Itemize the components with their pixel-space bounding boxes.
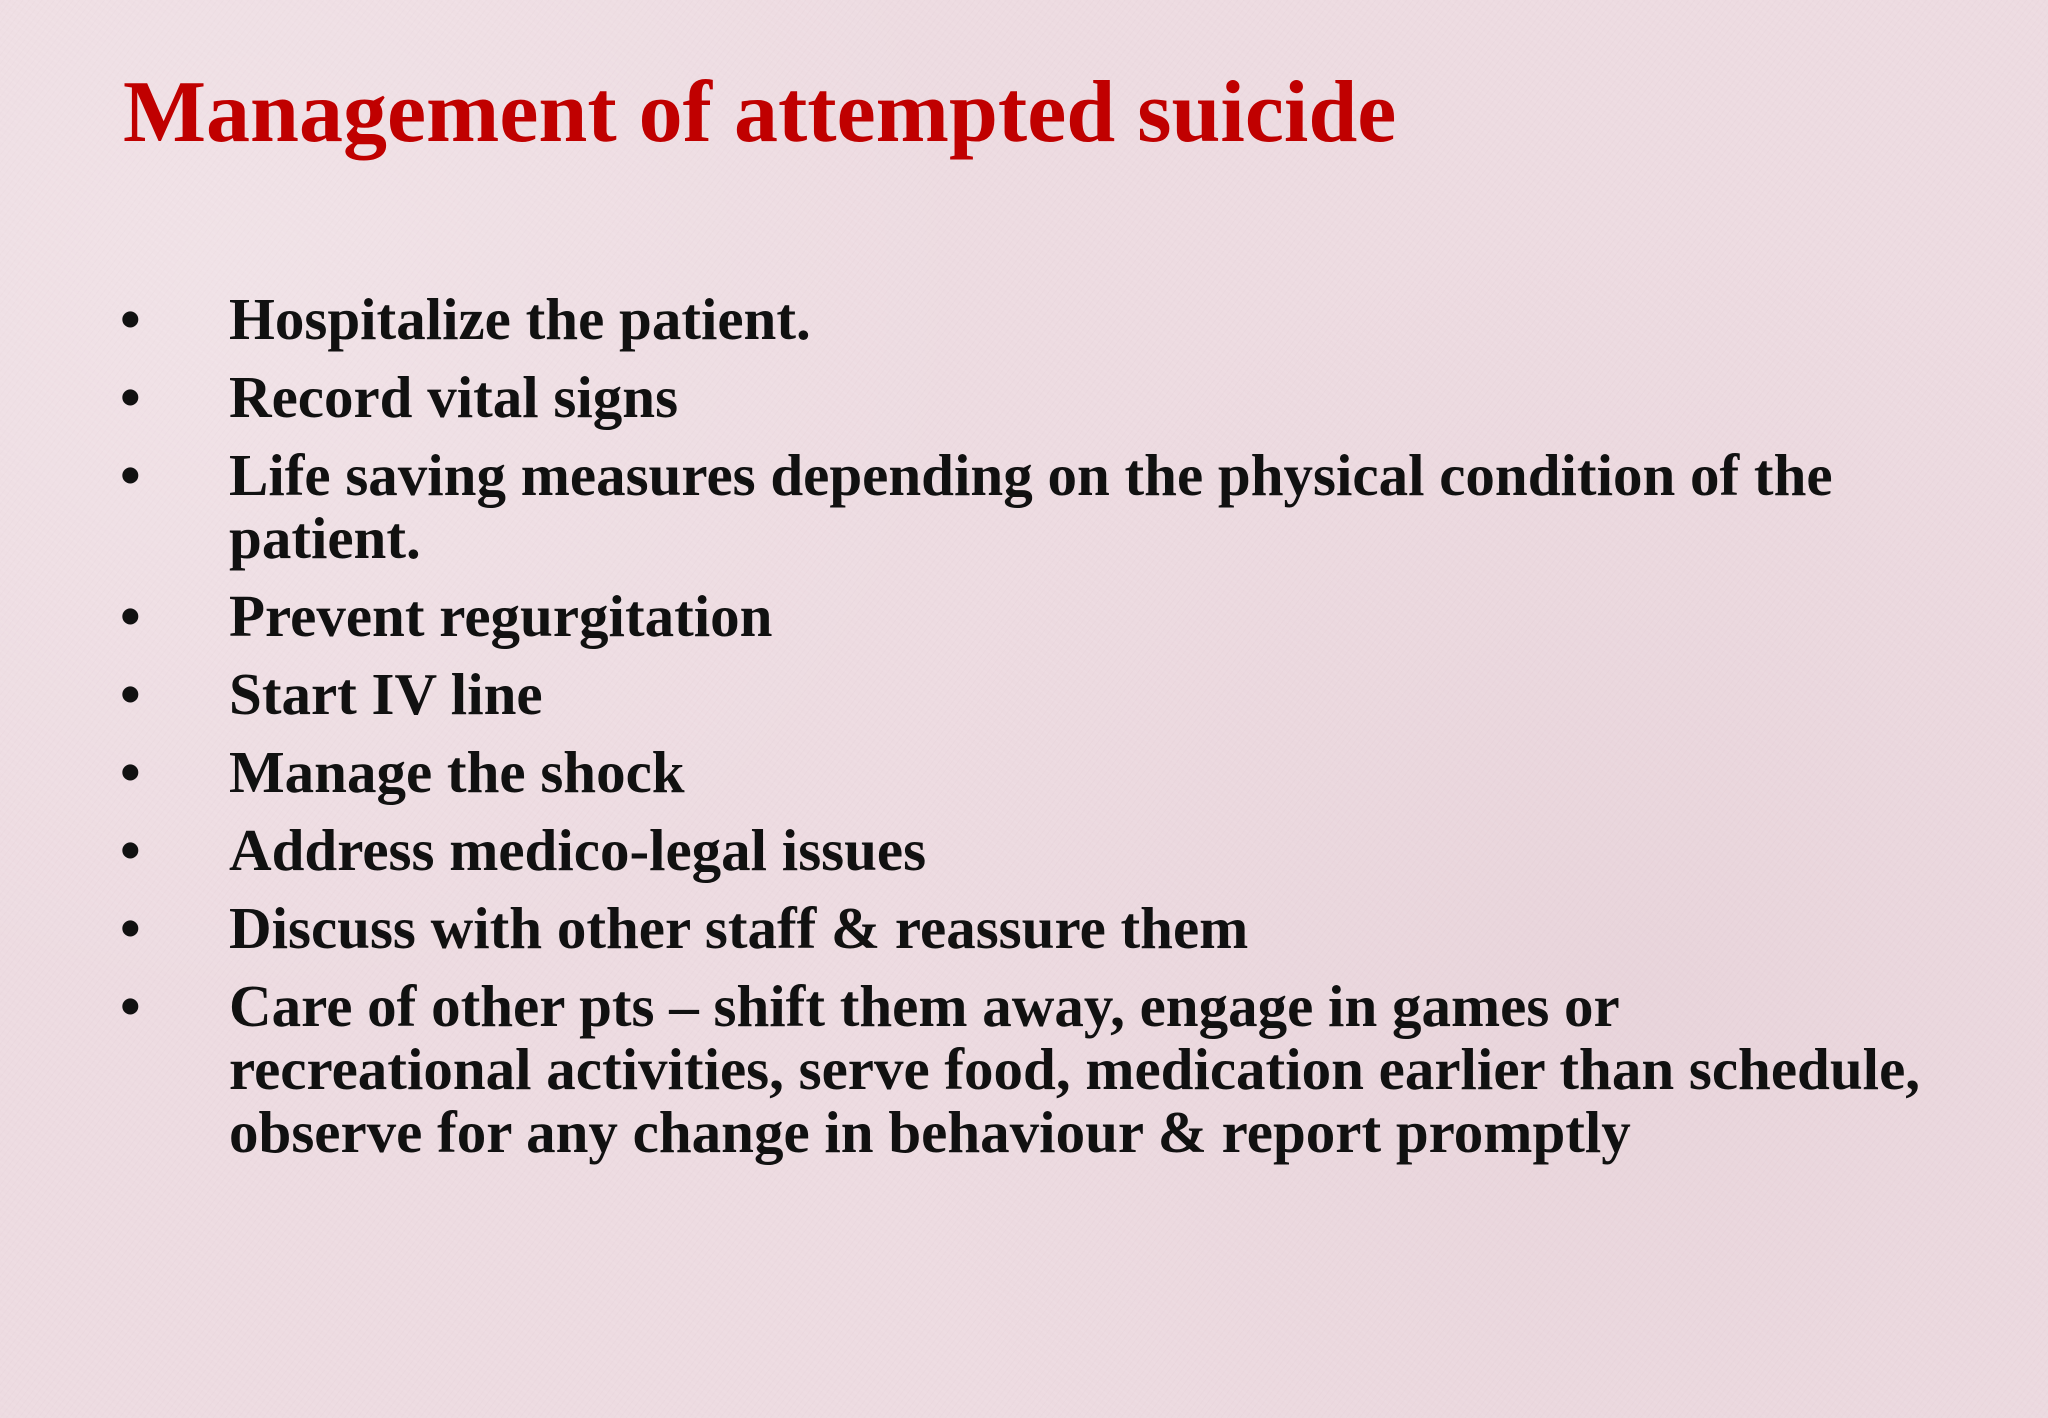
list-item-text: Discuss with other staff & reassure them [229, 895, 1249, 961]
list-item-text: Prevent regurgitation [229, 583, 773, 649]
list-item-text: Record vital signs [229, 364, 679, 430]
bullet-icon: • [120, 286, 141, 352]
bullet-icon: • [120, 973, 141, 1039]
bullet-icon: • [120, 364, 141, 430]
list-item [0, 975, 2048, 1164]
list-item-text: Life saving measures depending on the physical condition of the patient. [229, 442, 1833, 571]
bullet-icon: • [120, 895, 141, 961]
bullet-icon: • [120, 739, 141, 805]
bullet-icon: • [120, 583, 141, 649]
list-item [0, 819, 2048, 882]
list-item [0, 366, 2048, 429]
list-item-text: Manage the shock [229, 739, 685, 805]
list-item [0, 897, 2048, 960]
list-item-text: Care of other pts – shift them away, engage in games or recreational activities, serve food, medication earlier than schedule, observe for any change in behaviour & report promptly [229, 973, 1921, 1165]
list-item [0, 663, 2048, 726]
list-item [0, 585, 2048, 648]
bullet-icon: • [120, 817, 141, 883]
list-item [0, 741, 2048, 804]
bullet-icon: • [120, 442, 141, 508]
list-item-text: Start IV line [229, 661, 543, 727]
list-item-text: Address medico-legal issues [229, 817, 927, 883]
bullet-list [0, 288, 2048, 1179]
list-item [0, 288, 2048, 351]
list-item [0, 444, 2048, 570]
slide-title: Management of attempted suicide [123, 64, 1397, 161]
bullet-icon: • [120, 661, 141, 727]
list-item-text: Hospitalize the patient. [229, 286, 811, 352]
